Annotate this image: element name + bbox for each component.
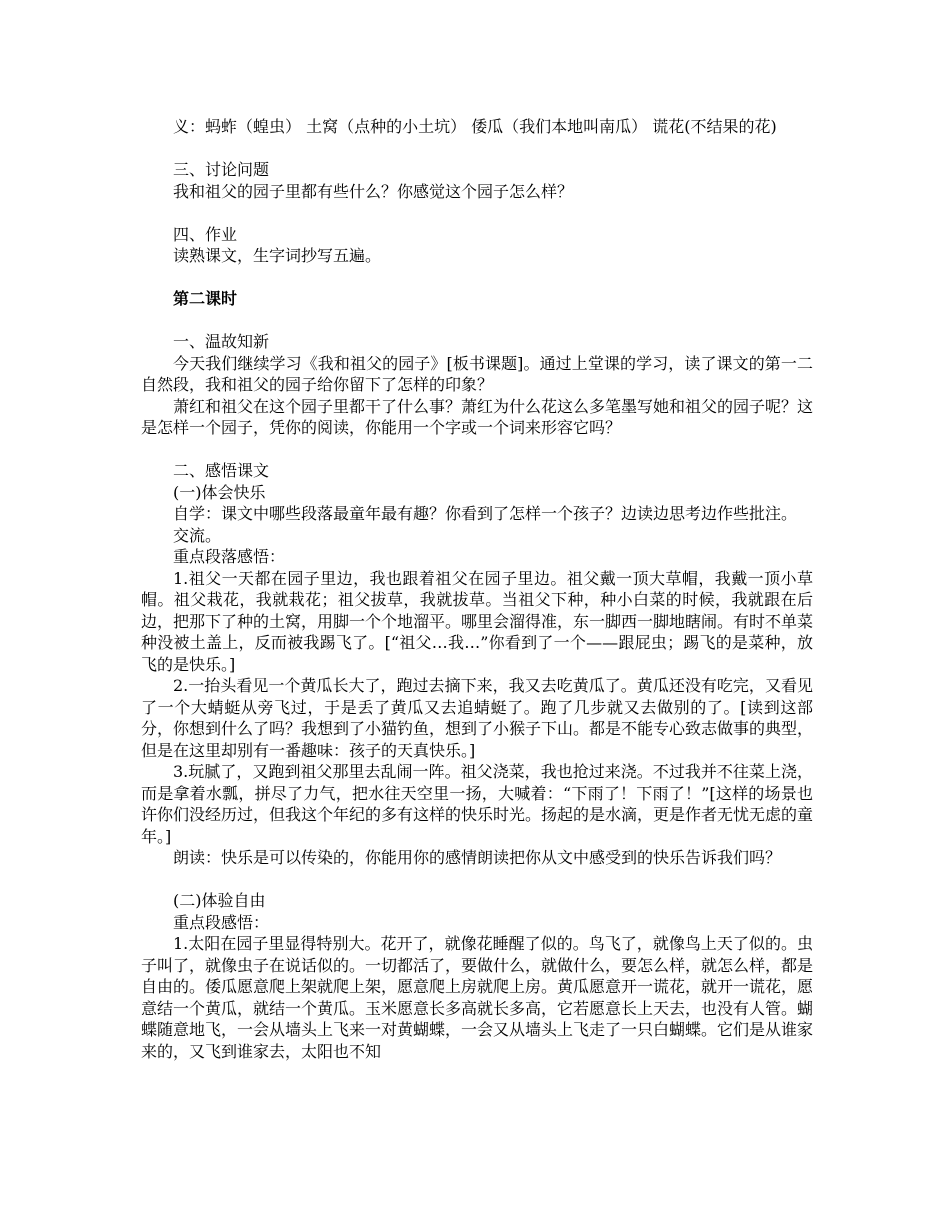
freedom-item-1: 1.太阳在园子里显得特别大。花开了，就像花睡醒了似的。鸟飞了，就像鸟上天了似的。虫子叫了，就像虫子在说话似的。一切都活了，要做什么，就做什么，要怎么样，就怎么样，都是自由的。倭瓜愿意爬上架就爬上架，愿意爬上房就爬上房。黄瓜愿意开一谎花，就开一谎花，愿意结一个黄瓜，就结一个黄瓜。玉米愿意长多高就长多高，它若愿意长上天去，也没有人管。蝴蝶随意地飞，一会从墙头上飞来一对黄蝴蝶，一会又从墙头上飞走了一只白蝴蝶。它们是从谁家来的，又飞到谁家去，太阳也不知 xyxy=(141,934,814,1061)
spacer xyxy=(141,267,813,289)
spacer xyxy=(141,202,813,224)
freedom-subheading: (二)体验自由 xyxy=(173,891,266,910)
key-paragraph-label: 重点段落感悟： xyxy=(173,547,286,566)
spacer xyxy=(141,138,813,160)
section3-heading: 三、讨论问题 xyxy=(173,160,270,179)
self-study-paragraph: 自学：课文中哪些段落最童年最有趣？你看到了怎样一个孩子？边读边思考边作些批注。 xyxy=(173,504,798,523)
section4-heading: 四、作业 xyxy=(173,224,238,244)
review-paragraph-1: 今天我们继续学习《我和祖父的园子》[板书课题]。通过上堂课的学习，读了课文的第一二自然段，我和祖父的园子给你留下了怎样的印象？ xyxy=(141,353,813,394)
definition-paragraph: 义：蚂蚱（蝗虫） 土窝（点种的小土坑） 倭瓜（我们本地叫南瓜） 谎花(不结果的花) xyxy=(173,117,777,136)
joy-item-3: 3.玩腻了，又跑到祖父那里去乱闹一阵。祖父浇菜，我也抢过来浇。不过我并不往菜上浇，而是拿着水瓢，拼尽了力气，把水往天空里一扬，大喊着：“下雨了！下雨了！”[这样的场景也许你们没经历过，但我这个年纪的多有这样的快乐时光。扬起的是水滴，更是作者无忧无虑的童年。] xyxy=(141,762,814,846)
spacer xyxy=(141,310,813,332)
lesson2-heading: 第二课时 xyxy=(173,289,238,308)
document-page xyxy=(141,116,813,1062)
spacer xyxy=(141,439,813,461)
joy-subheading: (一)体会快乐 xyxy=(173,482,266,502)
joy-item-1: 1.祖父一天都在园子里边，我也跟着祖父在园子里边。祖父戴一顶大草帽，我戴一顶小草帽。祖父栽花，我就栽花；祖父拔草，我就拔草。当祖父下种，种小白菜的时候，我就跟在后边，把那下了种的土窝，用脚一个个地溜平。哪里会溜得准，东一脚西一脚地瞎闹。有时不单菜种没被土盖上，反而被我踢飞了。[“祖父…我…”你看到了一个——跟屁虫；踢飞的是菜种，放飞的是快乐。] xyxy=(141,568,814,674)
read-aloud-paragraph: 朗读：快乐是可以传染的，你能用你的感情朗读把你从文中感受到的快乐告诉我们吗？ xyxy=(173,848,782,867)
review-paragraph-2: 萧红和祖父在这个园子里都干了什么事？萧红为什么花这么多笔墨写她和祖父的园子呢？这是怎样一个园子，凭你的阅读，你能用一个字或一个词来形容它吗？ xyxy=(141,396,814,437)
exchange-paragraph: 交流。 xyxy=(173,525,222,545)
spacer xyxy=(141,869,813,891)
review-heading: 一、温故知新 xyxy=(173,332,270,351)
joy-item-2: 2.一抬头看见一个黄瓜长大了，跑过去摘下来，我又去吃黄瓜了。黄瓜还没有吃完，又看见了一个大蜻蜓从旁飞过，于是丢了黄瓜又去追蜻蜓了。跑了几步就又去做别的了。[读到这部分，你想到什么了吗？我想到了小猫钓鱼，想到了小猴子下山。都是不能专心致志做事的典型，但是在这里却别有一番趣味：孩子的天真快乐。] xyxy=(141,676,814,760)
feel-heading: 二、感悟课文 xyxy=(173,461,270,480)
key-paragraph-label-2: 重点段感悟： xyxy=(173,912,270,932)
section3-body: 我和祖父的园子里都有些什么？你感觉这个园子怎么样？ xyxy=(173,181,574,201)
section4-body: 读熟课文，生字词抄写五遍。 xyxy=(173,246,382,265)
